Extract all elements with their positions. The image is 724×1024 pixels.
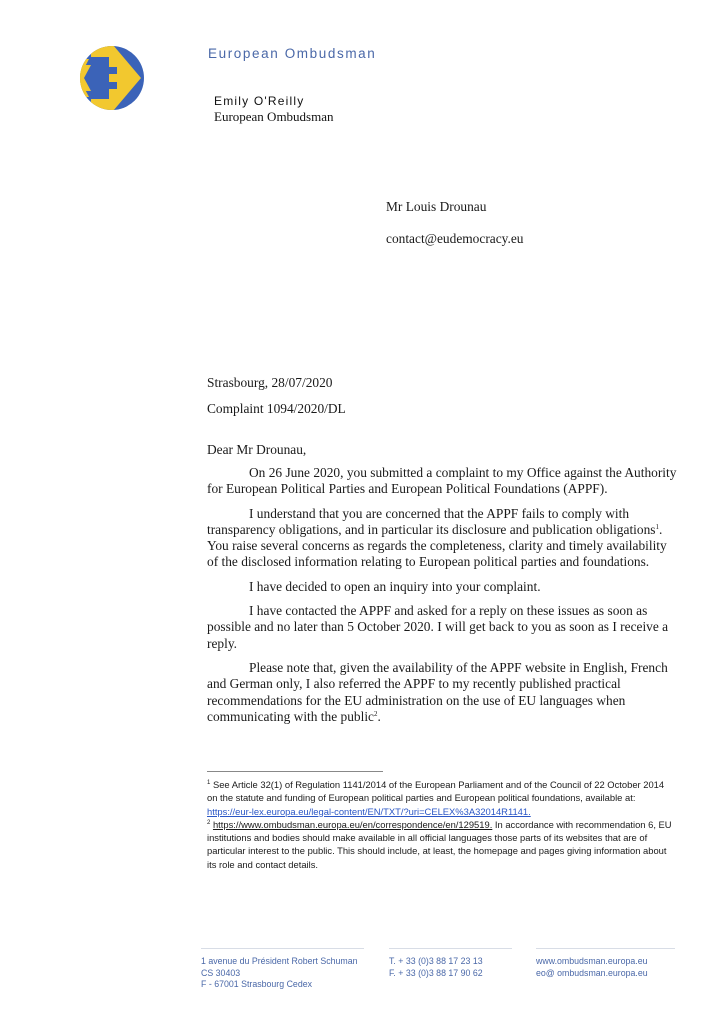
footnote-marker: 1 <box>207 780 211 786</box>
organization-name: European Ombudsman <box>208 46 377 61</box>
eur-lex-link[interactable]: https://eur-lex.europa.eu/legal-content/EN/TXT/?uri=CELEX%3A32014R1141. <box>207 805 531 817</box>
paragraph: I have decided to open an inquiry into your complaint. <box>249 578 541 594</box>
paragraph <box>207 506 677 571</box>
footer-divider <box>536 948 675 949</box>
ombudsman-correspondence-link[interactable]: https://www.ombudsman.europa.eu/en/correspondence/en/129519. <box>212 818 493 830</box>
paragraph-text: . <box>377 708 381 724</box>
signatory-name: Emily O'Reilly <box>214 94 305 108</box>
address-line: 1 avenue du Président Robert Schuman <box>201 956 358 966</box>
paragraph: I have contacted the APPF and asked for a reply on these issues as soon as possible and no later than 5 October 2020. I will get back to you as soon as I receive a reply. <box>207 603 669 651</box>
paragraph-text: . You raise several concerns as regards the completeness, clarity and timely availability of the disclosed information relating to European political parties and foundations. <box>207 521 667 570</box>
footer-address <box>201 956 358 991</box>
footer-web-contact <box>536 956 648 979</box>
footnote-text: In accordance with recommendation 6, EU institutions and bodies should make available in all official languages those parts of its websites that are of particular interest to the public. This should include, at least, the homepage and pages giving information about its role and contact details. <box>207 818 672 870</box>
recipient-email: contact@eudemocracy.eu <box>386 231 524 246</box>
paragraph <box>207 660 677 725</box>
footnote-marker: 2 <box>207 819 211 826</box>
footnote-text: See Article 32(1) of Regulation 1141/2014 of the European Parliament and of the Council of 22 October 2014 on the statute and funding of European political parties and European political foundations, available at: <box>207 779 665 804</box>
footnote-divider <box>207 771 383 772</box>
footer-contact-numbers <box>389 956 483 979</box>
paragraph-text: I understand that you are concerned that the APPF fails to comply with transparency obligations, and in particular its disclosure and publication obligations <box>207 505 656 537</box>
salutation: Dear Mr Drounau, <box>207 442 307 457</box>
paragraph: On 26 June 2020, you submitted a complaint to my Office against the Authority for European Political Parties and European Political Foundations (APPF). <box>207 465 677 497</box>
footnote-1 <box>207 778 677 818</box>
website-link[interactable]: www.ombudsman.europa.eu <box>536 956 648 966</box>
fax-number: F. + 33 (0)3 88 17 90 62 <box>389 967 483 978</box>
footer-divider <box>201 948 364 949</box>
footnotes <box>207 778 677 871</box>
recipient-name: Mr Louis Drounau <box>386 199 487 214</box>
address-line: CS 30403 <box>201 967 241 978</box>
footer-divider <box>389 948 512 949</box>
address-line: F - 67001 Strasbourg Cedex <box>201 979 313 990</box>
footnote-ref-1[interactable]: 1 <box>655 522 659 531</box>
phone-number: T. + 33 (0)3 88 17 23 13 <box>389 956 483 966</box>
letter-body <box>207 465 677 733</box>
place-date: Strasbourg, 28/07/2020 <box>207 375 333 390</box>
footnote-2 <box>207 818 677 871</box>
paragraph-text: Please note that, given the availability of the APPF website in English, French and German only, I also referred the APPF to my recently published practical recommendations for the EU administration on the use of EU languages when communicating with the public <box>207 659 668 724</box>
footnote-ref-2[interactable]: 2 <box>373 709 378 718</box>
complaint-reference: Complaint 1094/2020/DL <box>207 401 346 416</box>
email-link[interactable]: eo@ ombudsman.europa.eu <box>536 967 648 978</box>
signatory-title: European Ombudsman <box>214 109 334 124</box>
european-ombudsman-logo-icon <box>79 45 145 111</box>
